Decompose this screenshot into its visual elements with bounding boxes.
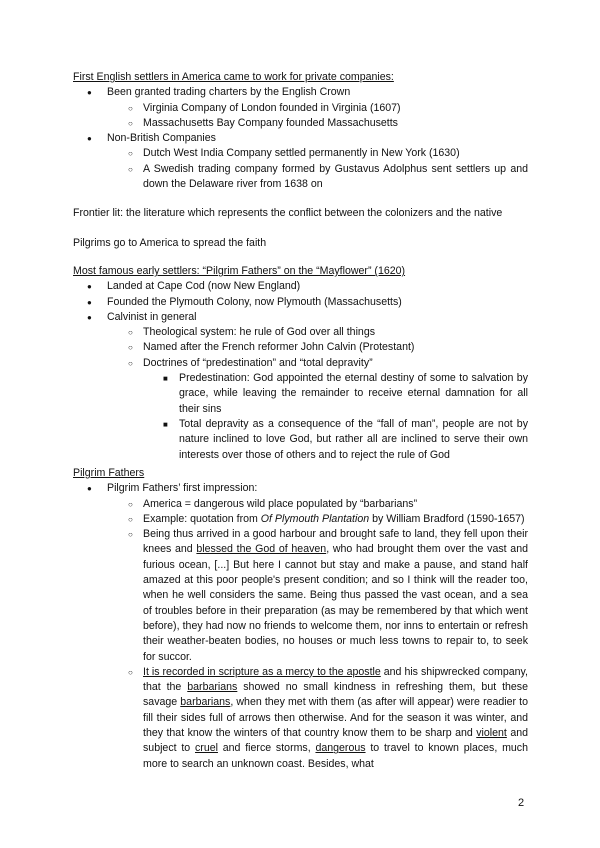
page-number: 2 [518,797,525,809]
quote-text: to travel to known places, much more to search an unknown coast. Besides, what [143,742,528,770]
quote-paragraph [73,527,528,665]
example-post: by William Bradford (1590-1657) [369,512,525,525]
quote-underline: dangerous [315,742,366,755]
settlers-section [73,264,528,463]
list-item: ● Landed at Cape Cod (now New England) [73,279,528,294]
quote-text: and fierce storms, [217,742,316,755]
settlers-heading: Most famous early settlers: “Pilgrim Fathers” on the “Mayflower” (1620) [73,265,406,277]
list-item: ○ Doctrines of “predestination” and “total depravity” [73,356,528,371]
list-item: ○ Named after the French reformer John Calvin (Protestant) [73,340,528,355]
quote-text: Being thus arrived in a good harbour and brought safe to land, they fell upon their knees and [143,528,528,556]
list-item: ● Calvinist in general [73,310,528,325]
companies-list [73,85,528,192]
quote-underline: barbarians [180,696,231,709]
list-item: ○ A Swedish trading company formed by Gustavus Adolphus sent settlers up and down the Delaware river from 1638 on [73,162,528,193]
list-item [73,512,528,527]
list-item: ○ Virginia Company of London founded in Virginia (1607) [73,101,528,116]
quote-underline: barbarians [187,681,238,694]
pilgrims-faith-paragraph: Pilgrims go to America to spread the faith [73,237,267,249]
quote-underline: violent [476,727,507,740]
settlers-list [73,279,528,463]
list-item: ○ Theological system: he rule of God over all things [73,325,528,340]
frontier-lit-paragraph: Frontier lit: the literature which represents the conflict between the colonizers and the native [73,207,503,219]
quote-text: and subject to [143,727,528,755]
quote-text: , who had brought them over the vast and furious ocean, [...] But here I cannot but stay and make a pause, and stand half amazed at this poor people's present condition; and so I think will the reader too, when he well considers the same. Being thus passed the vast ocean, and a sea of troubles before in their preparation (as may be remembered by that which went before), they had now no friends to welcome them, nor inns to entertain or refresh their weather-beaten bodies, no houses or much less towns to repair to, to seek for succor. [143,543,528,663]
list-item: ● Non-British Companies [73,131,528,146]
quote-underline: cruel [195,742,218,755]
list-item: ○ Dutch West India Company settled permanently in New York (1630) [73,146,528,161]
quote-paragraph [73,665,528,772]
list-item: ■ Predestination: God appointed the eternal destiny of some to salvation by grace, while leaving the remainder to receive eternal damnation for all their sins [73,371,528,417]
example-pre: Example: quotation from [143,512,261,525]
pilgrim-fathers-list [73,481,528,772]
list-item: ■ Total depravity as a consequence of the “fall of man”, people are not by nature inclined to love God, but rather all are inclined to serve their own interests over those of others and to reject the rule of God [73,417,528,463]
book-title: Of Plymouth Plantation [260,512,370,525]
list-item: ○ America = dangerous wild place populated by “barbarians” [73,497,528,512]
companies-section [73,70,528,192]
list-item: ● Founded the Plymouth Colony, now Plymouth (Massachusetts) [73,295,528,310]
pilgrim-fathers-heading: Pilgrim Fathers [73,467,145,479]
list-item: ● Been granted trading charters by the English Crown [73,85,528,100]
quote-text: showed no small kindness in refreshing them, but these savage [143,681,528,709]
quote-text: , when they met with them (as after will appear) were readier to fill their sides full of arrows then otherwise. And for the season it was winter, and they that know the winters of that country know them to be sharp and [143,696,528,740]
quote-underline: blessed the God of heaven [196,543,327,556]
companies-heading: First English settlers in America came to work for private companies: [73,71,394,83]
quote-underline: It is recorded in scripture as a mercy to the apostle [143,665,381,678]
list-item: ○ Massachusetts Bay Company founded Massachusetts [73,116,528,131]
pilgrim-fathers-section [73,466,528,772]
list-item: ● Pilgrim Fathers’ first impression: [73,481,528,496]
quote-text: and his shipwrecked company, that the [143,665,528,694]
